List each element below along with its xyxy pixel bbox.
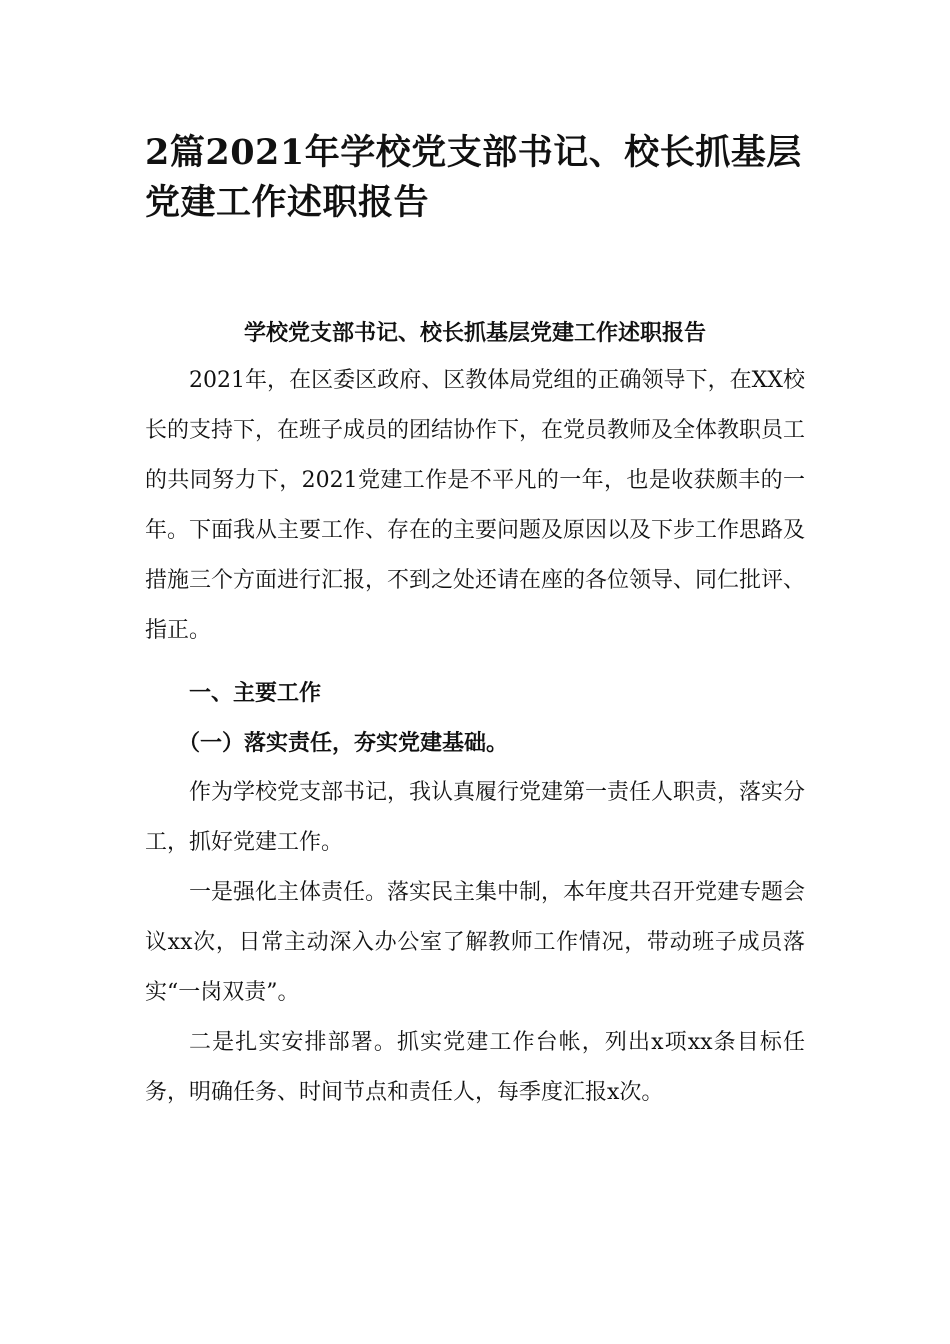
intro-paragraph: 2021年，在区委区政府、区教体局党组的正确领导下，在XX校长的支持下，在班子成员的团结协作下，在党员教师及全体教职员工的共同努力下，2021党建工作是不平凡的一年，也是收获颇丰的一年。下面我从主要工作、存在的主要问题及原因以及下步工作思路及措施三个方面进行汇报，不到之处还请在座的各位领导、同仁批评、指正。 xyxy=(145,368,806,643)
paragraph-main-responsibility: 一是强化主体责任。落实民主集中制，本年度共召开党建专题会议xx次，日常主动深入办公室了解教师工作情况，带动班子成员落实“一岗双责”。 xyxy=(145,880,806,1005)
document-title: 2篇2021年学校党支部书记、校长抓基层党建工作述职报告 xyxy=(145,132,802,223)
report-subtitle: 学校党支部书记、校长抓基层党建工作述职报告 xyxy=(243,320,706,346)
paragraph-deployment: 二是扎实安排部署。抓实党建工作台帐，列出x项xx条目标任务，明确任务、时间节点和责任人，每季度汇报x次。 xyxy=(145,1030,805,1105)
document-page xyxy=(145,0,805,1118)
subsection-heading-responsibility: （一）落实责任，夯实党建基础。 xyxy=(178,730,509,756)
paragraph-duty: 作为学校党支部书记，我认真履行党建第一责任人职责，落实分工，抓好党建工作。 xyxy=(145,780,806,855)
section-heading-main-work: 一、主要工作 xyxy=(189,680,322,706)
